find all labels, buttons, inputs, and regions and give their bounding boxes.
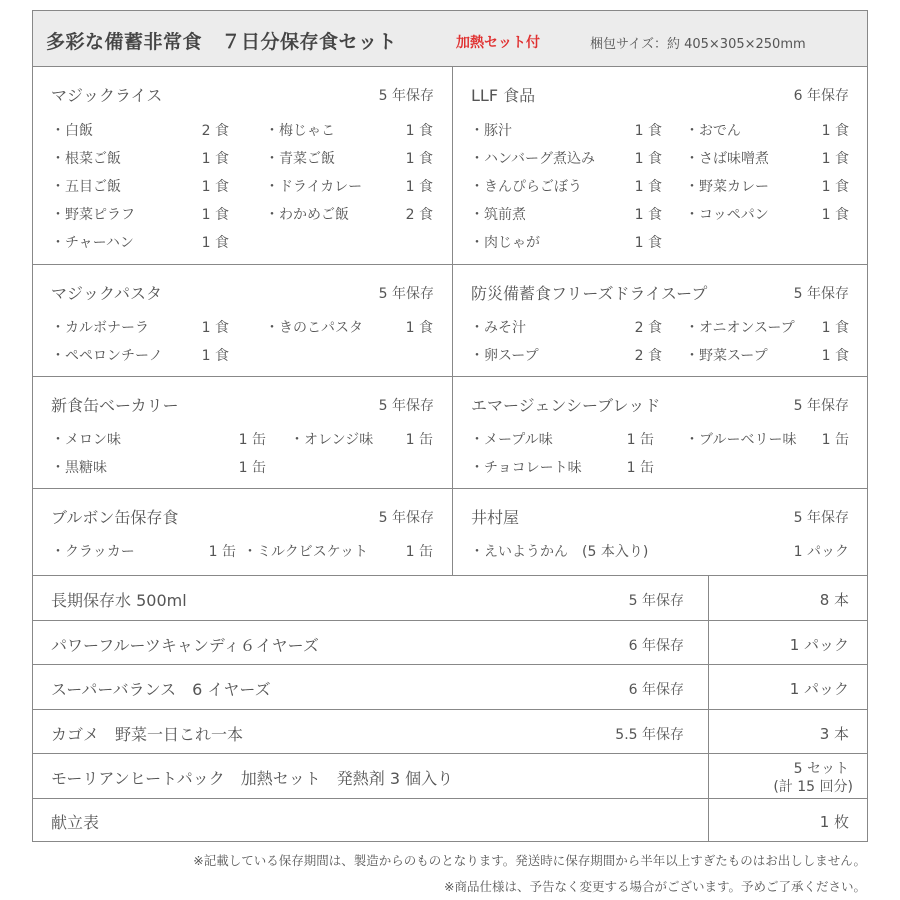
list-item: ・根菜ご飯 1 食 — [51, 151, 229, 167]
set-title: 多彩な備蓄非常食 ７日分保存食セット — [46, 31, 398, 53]
list-item: ・ハンバーグ煮込み 1 食 — [470, 151, 662, 167]
list-item: ・筑前煮 1 食 — [470, 207, 662, 223]
list-item: ・きんぴらごぼう 1 食 — [470, 179, 662, 195]
list-item: ・ドライカレー 1 食 — [265, 179, 433, 195]
section-keep-period: 5 年保存 — [793, 286, 849, 302]
section-keep-period: 5 年保存 — [793, 510, 849, 526]
list-item: ・ペペロンチーノ 1 食 — [51, 348, 229, 364]
list-item: ・おでん 1 食 — [685, 123, 849, 139]
list-item: ・黒糖味 1 缶 — [51, 460, 266, 476]
list-item: ・卵スープ 2 食 — [470, 348, 662, 364]
list-item: ・白飯 2 食 — [51, 123, 229, 139]
list-item: ・オニオンスープ 1 食 — [685, 320, 849, 336]
table-row — [33, 753, 708, 798]
table-header — [33, 11, 867, 67]
section-keep-period: 5 年保存 — [793, 398, 849, 414]
list-item: ・ミルクビスケット 1 缶 — [243, 544, 433, 560]
section-title: エマージェンシーブレッド — [471, 396, 661, 415]
table-row — [33, 664, 708, 709]
row-name: パワーフルーツキャンディ６イヤーズ — [51, 636, 319, 655]
list-item: ・えいようかん (5 本入り) 1 パック — [470, 544, 849, 560]
package-size: 梱包サイズ：約 405×305×250mm — [590, 37, 806, 52]
list-item: ・メロン味 1 缶 — [51, 432, 266, 448]
row-keep-period: 5.5 年保存 — [615, 727, 684, 743]
row-qty: 3 本 — [819, 725, 849, 743]
row-qty-cell — [708, 664, 867, 709]
list-item: ・みそ汁 2 食 — [470, 320, 662, 336]
section-keep-period: 5 年保存 — [378, 88, 434, 104]
section-title: マジックライス — [51, 86, 163, 105]
section-can-bakery — [33, 376, 452, 488]
section-emergency-bread — [452, 376, 867, 488]
list-item: ・クラッカー 1 缶 — [51, 544, 236, 560]
list-item: ・豚汁 1 食 — [470, 123, 662, 139]
list-item: ・カルボナーラ 1 食 — [51, 320, 229, 336]
section-title: ブルボン缶保存食 — [51, 508, 179, 527]
product-set-table — [32, 10, 868, 842]
list-item: ・オレンジ味 1 缶 — [290, 432, 433, 448]
row-qty-note: (計 15 回分) — [773, 779, 853, 795]
section-keep-period: 5 年保存 — [378, 510, 434, 526]
list-item: ・ブルーベリー味 1 缶 — [685, 432, 849, 448]
section-title: 防災備蓄食フリーズドライスープ — [471, 284, 708, 303]
row-qty-cell — [708, 620, 867, 664]
row-name: スーパーバランス 6 イヤーズ — [51, 680, 271, 699]
heat-set-badge: 加熱セット付 — [456, 35, 540, 51]
row-qty: 1 パック — [789, 680, 849, 698]
row-qty: 1 枚 — [819, 813, 849, 831]
list-item: ・梅じゃこ 1 食 — [265, 123, 433, 139]
list-item: ・五目ご飯 1 食 — [51, 179, 229, 195]
list-item: ・チャーハン 1 食 — [51, 235, 229, 251]
list-item: ・チョコレート味 1 缶 — [470, 460, 654, 476]
section-keep-period: 5 年保存 — [378, 398, 434, 414]
footnote-storage-period: ※記載している保存期間は、製造からのものとなります。発送時に保存期間から半年以上すぎたものはお出ししません。 — [193, 853, 866, 868]
list-item: ・きのこパスタ 1 食 — [265, 320, 433, 336]
section-title: LLF 食品 — [471, 86, 536, 105]
section-keep-period: 5 年保存 — [378, 286, 434, 302]
section-title: マジックパスタ — [51, 284, 163, 303]
row-qty-cell — [708, 709, 867, 753]
list-item: ・肉じゃが 1 食 — [470, 235, 662, 251]
row-qty: 8 本 — [819, 591, 849, 609]
section-title: 井村屋 — [471, 508, 520, 527]
row-name: カゴメ 野菜一日これ一本 — [51, 725, 244, 744]
section-freeze-dried-soup — [452, 264, 867, 376]
table-row — [33, 575, 708, 620]
footnote-spec-change: ※商品仕様は、予告なく変更する場合がございます。予めご了承ください。 — [444, 879, 866, 894]
list-item: ・コッペパン 1 食 — [685, 207, 849, 223]
row-qty: 1 パック — [789, 636, 849, 654]
section-imuraya — [452, 488, 867, 575]
section-title: 新食缶ベーカリー — [51, 396, 179, 415]
row-qty-cell — [708, 575, 867, 620]
table-row — [33, 620, 708, 664]
list-item: ・野菜ピラフ 1 食 — [51, 207, 229, 223]
list-item: ・野菜スープ 1 食 — [685, 348, 849, 364]
row-qty-cell — [708, 798, 867, 841]
section-llf — [452, 67, 867, 264]
section-magic-pasta — [33, 264, 452, 376]
list-item: ・野菜カレー 1 食 — [685, 179, 849, 195]
section-magic-rice — [33, 67, 452, 264]
section-bourbon — [33, 488, 452, 575]
section-keep-period: 6 年保存 — [793, 88, 849, 104]
list-item: ・わかめご飯 2 食 — [265, 207, 433, 223]
row-name: モーリアンヒートパック 加熱セット 発熱剤 3 個入り — [51, 769, 454, 788]
row-qty-cell — [708, 753, 867, 798]
table-row — [33, 798, 708, 841]
row-qty: 5 セット — [793, 761, 849, 777]
row-keep-period: 6 年保存 — [628, 638, 684, 654]
list-item: ・メープル味 1 缶 — [470, 432, 654, 448]
row-keep-period: 6 年保存 — [628, 682, 684, 698]
list-item: ・青菜ご飯 1 食 — [265, 151, 433, 167]
row-name: 献立表 — [51, 813, 100, 832]
table-row — [33, 709, 708, 753]
row-name: 長期保存水 500ml — [51, 591, 187, 610]
list-item: ・さば味噌煮 1 食 — [685, 151, 849, 167]
row-keep-period: 5 年保存 — [628, 593, 684, 609]
